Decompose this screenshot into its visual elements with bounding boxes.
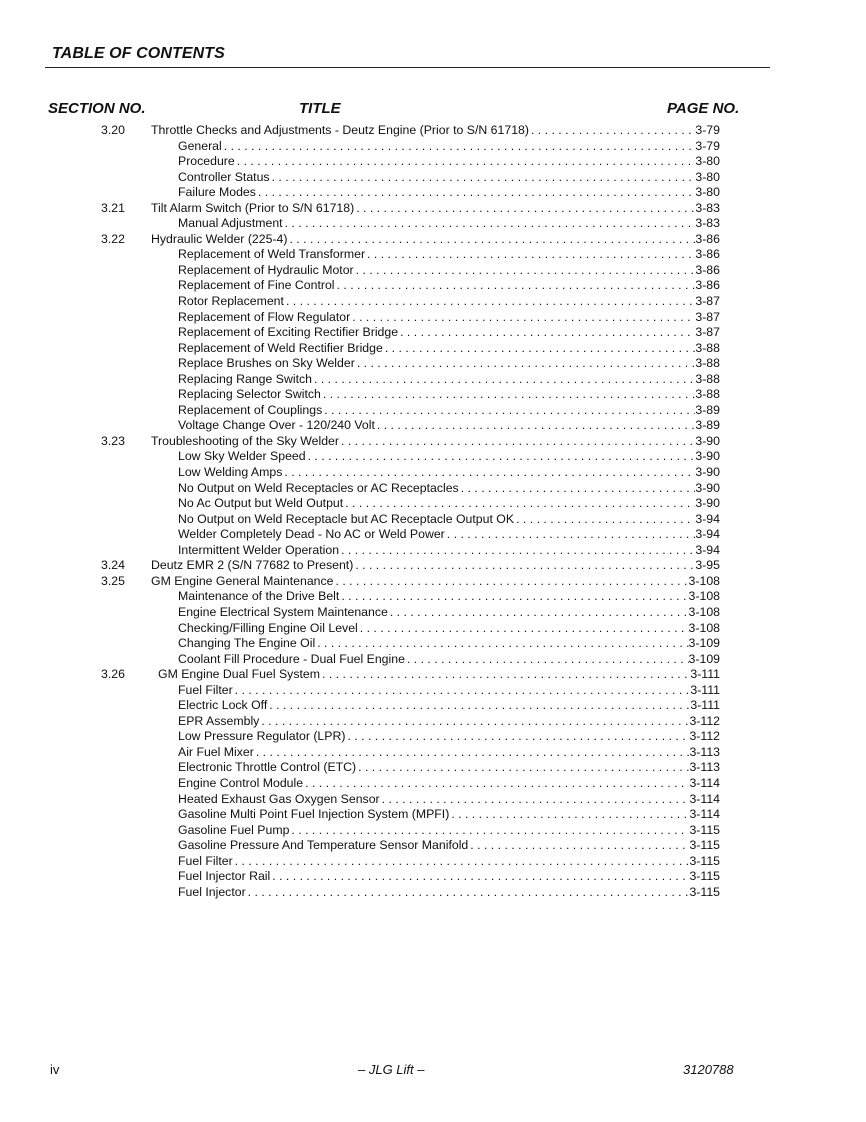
entry-title: Replacement of Exciting Rectifier Bridge [178,325,399,340]
toc-line [151,201,720,217]
section-column-heading: SECTION NO. [48,100,146,117]
toc-line [178,294,720,310]
entry-page-number: 3-115 [689,884,720,899]
toc-subentry[interactable] [0,543,866,559]
entry-title: Replacing Range Switch [178,371,312,386]
toc-line [178,543,720,559]
toc-subentry[interactable] [0,139,866,155]
toc-subentry[interactable] [0,589,866,605]
toc-subentry[interactable] [0,496,866,512]
toc-line [178,185,720,201]
dot-leader [315,636,688,652]
dot-leader [345,729,689,745]
toc-subentry[interactable] [0,527,866,543]
toc-line [178,745,720,761]
toc-subentry[interactable] [0,170,866,186]
toc-line [151,123,720,139]
title-column-heading: TITLE [299,100,341,117]
toc-subentry[interactable] [0,465,866,481]
entry-page-number: 3-112 [689,729,720,744]
dot-leader [468,838,689,854]
toc-subentry[interactable] [0,792,866,808]
toc-subentry[interactable] [0,652,866,668]
toc-line [178,216,720,232]
entry-title: Low Welding Amps [178,465,283,480]
toc-subentry[interactable] [0,418,866,434]
dot-leader [358,621,689,637]
toc-line [178,325,720,341]
entry-title: Rotor Replacement [178,294,284,309]
entry-page-number: 3-114 [689,791,720,806]
dot-leader [284,294,695,310]
entry-page-number: 3-114 [689,775,720,790]
toc-subentry[interactable] [0,854,866,870]
entry-page-number: 3-115 [689,853,720,868]
toc-line [178,481,720,497]
entry-title: Replacement of Weld Rectifier Bridge [178,340,383,355]
dot-leader [282,465,695,481]
entry-page-number: 3-88 [695,340,720,355]
entry-page-number: 3-80 [695,169,720,184]
toc-line [158,667,720,683]
entry-page-number: 3-80 [695,154,720,169]
entry-page-number: 3-111 [690,698,720,713]
entry-title: EPR Assembly [178,713,260,728]
toc-subentry[interactable] [0,698,866,714]
dot-leader [235,154,696,170]
entry-page-number: 3-80 [695,185,720,200]
entry-page-number: 3-109 [688,651,720,666]
dot-leader [322,403,695,419]
entry-title: Coolant Fill Procedure - Dual Fuel Engine [178,651,405,666]
dot-leader [233,854,690,870]
entry-title: Replacement of Weld Transformer [178,247,366,262]
entry-page-number: 3-114 [689,807,720,822]
toc-line [178,403,720,419]
toc-line [178,807,720,823]
toc-subentry[interactable] [0,885,866,901]
toc-subentry[interactable] [0,216,866,232]
entry-title: Procedure [178,154,235,169]
toc-line [178,854,720,870]
dot-leader [383,341,696,357]
toc-line [178,605,720,621]
entry-title: Air Fuel Mixer [178,744,254,759]
entry-title: Gasoline Pressure And Temperature Sensor Manifold [178,838,469,853]
entry-title: Troubleshooting of the Sky Welder [151,433,339,448]
dot-leader [270,170,696,186]
toc-section-entry[interactable] [0,558,866,574]
toc-line [178,341,720,357]
toc-line [178,589,720,605]
footer-brand: – JLG Lift – [358,1062,425,1077]
toc-line [178,683,720,699]
dot-leader [380,792,690,808]
toc-line [178,465,720,481]
toc-line [151,434,720,450]
entry-title: No Output on Weld Receptacle but AC Receptacle Output OK [178,511,515,526]
entry-page-number: 3-112 [689,713,720,728]
entry-page-number: 3-87 [695,294,720,309]
dot-leader [339,543,695,559]
section-number: 3.26 [101,667,125,682]
entry-page-number: 3-88 [695,371,720,386]
entry-title: Gasoline Multi Point Fuel Injection System (MPFI) [178,807,450,822]
dot-leader [449,807,689,823]
dot-leader [529,123,695,139]
toc-line [178,263,720,279]
toc-line [178,729,720,745]
entry-title: Replace Brushes on Sky Welder [178,356,355,371]
dot-leader [306,449,696,465]
dot-leader [256,185,695,201]
toc-subentry[interactable] [0,760,866,776]
toc-section-entry[interactable] [0,667,866,683]
section-number: 3.20 [101,123,125,137]
entry-title: No Ac Output but Weld Output [178,496,344,511]
toc-line [178,760,720,776]
toc-subentry[interactable] [0,605,866,621]
dot-leader [334,574,689,590]
entry-page-number: 3-115 [689,869,720,884]
toc-subentry[interactable] [0,729,866,745]
entry-title: Deutz EMR 2 (S/N 77682 to Present) [151,558,354,573]
toc-subentry[interactable] [0,247,866,263]
entry-title: Replacement of Flow Regulator [178,309,351,324]
dot-leader [287,232,695,248]
entry-page-number: 3-83 [695,200,720,215]
entry-page-number: 3-90 [695,496,720,511]
entry-page-number: 3-109 [688,636,720,651]
entry-page-number: 3-108 [688,620,720,635]
toc-subentry[interactable] [0,310,866,326]
entry-title: Controller Status [178,169,270,184]
dot-leader [246,885,690,901]
entry-title: Changing The Engine Oil [178,636,316,651]
dot-leader [388,605,689,621]
entry-title: Replacing Selector Switch [178,387,321,402]
toc-subentry[interactable] [0,278,866,294]
toc-line [151,558,720,574]
entry-page-number: 3-89 [695,418,720,433]
dot-leader [233,683,691,699]
dot-leader [459,481,696,497]
dot-leader [350,310,695,326]
dot-leader [339,589,688,605]
toc-subentry[interactable] [0,714,866,730]
toc-subentry[interactable] [0,387,866,403]
entry-title: Hydraulic Welder (225-4) [151,231,288,246]
dot-leader [222,139,696,155]
toc-subentry[interactable] [0,449,866,465]
dot-leader [375,418,695,434]
entry-page-number: 3-94 [695,511,720,526]
entry-page-number: 3-111 [690,667,720,682]
entry-title: Replacement of Fine Control [178,278,335,293]
entry-page-number: 3-86 [695,231,720,246]
entry-title: Voltage Change Over - 120/240 Volt [178,418,375,433]
toc-subentry[interactable] [0,294,866,310]
toc-subentry[interactable] [0,481,866,497]
toc-subentry[interactable] [0,325,866,341]
toc-subentry[interactable] [0,263,866,279]
dot-leader [343,496,695,512]
toc-subentry[interactable] [0,823,866,839]
dot-leader [254,745,690,761]
toc-subentry[interactable] [0,636,866,652]
toc-line [178,698,720,714]
entry-title: Low Sky Welder Speed [178,449,306,464]
entry-title: No Output on Weld Receptacles or AC Receptacles [178,480,459,495]
entry-page-number: 3-115 [689,838,720,853]
entry-page-number: 3-108 [688,589,720,604]
toc-line [178,418,720,434]
dot-leader [405,652,689,668]
entry-title: Maintenance of the Drive Belt [178,589,340,604]
entry-title: Checking/Filling Engine Oil Level [178,620,358,635]
toc-line [178,278,720,294]
entry-title: Electric Lock Off [178,698,268,713]
toc-section-entry[interactable] [0,201,866,217]
entry-page-number: 3-90 [695,433,720,448]
entry-page-number: 3-89 [695,402,720,417]
toc-subentry[interactable] [0,807,866,823]
entry-page-number: 3-79 [695,138,720,153]
dot-leader [398,325,695,341]
toc-line [178,714,720,730]
toc-line [178,247,720,263]
entry-page-number: 3-87 [695,309,720,324]
entry-page-number: 3-94 [695,542,720,557]
toc-line [178,372,720,388]
toc-line [178,621,720,637]
entry-title: Electronic Throttle Control (ETC) [178,760,357,775]
toc-line [178,885,720,901]
entry-title: Fuel Injector [178,884,246,899]
toc-subentry[interactable] [0,372,866,388]
toc-line [178,496,720,512]
toc-line [178,838,720,854]
toc-subentry[interactable] [0,683,866,699]
toc-line [178,869,720,885]
toc-line [178,652,720,668]
page-title: TABLE OF CONTENTS [52,45,225,62]
entry-title: Fuel Filter [178,682,233,697]
entry-title: Manual Adjustment [178,216,283,231]
entry-page-number: 3-90 [695,480,720,495]
entry-page-number: 3-86 [695,278,720,293]
entry-title: Gasoline Fuel Pump [178,822,290,837]
section-number: 3.21 [101,200,125,215]
toc-line [178,139,720,155]
entry-page-number: 3-94 [695,527,720,542]
toc-subentry[interactable] [0,745,866,761]
toc-line [178,823,720,839]
toc-line [178,170,720,186]
dot-leader [267,698,690,714]
toc-line [178,154,720,170]
page-column-heading: PAGE NO. [667,100,740,117]
section-number: 3.24 [101,558,125,573]
toc-subentry[interactable] [0,512,866,528]
entry-title: Failure Modes [178,185,256,200]
entry-page-number: 3-108 [688,573,720,588]
entry-title: GM Engine General Maintenance [151,573,334,588]
header-divider [45,67,770,68]
entry-title: Intermittent Welder Operation [178,542,340,557]
entry-page-number: 3-88 [695,356,720,371]
dot-leader [355,356,696,372]
toc-line [178,356,720,372]
toc-subentry[interactable] [0,356,866,372]
entry-page-number: 3-86 [695,262,720,277]
toc-subentry[interactable] [0,154,866,170]
entry-title: Engine Control Module [178,775,304,790]
entry-page-number: 3-86 [695,247,720,262]
entry-page-number: 3-113 [689,760,720,775]
entry-title: Fuel Filter [178,853,233,868]
entry-page-number: 3-90 [695,465,720,480]
dot-leader [514,512,695,528]
entry-page-number: 3-88 [695,387,720,402]
dot-leader [303,776,689,792]
entry-title: Engine Electrical System Maintenance [178,604,388,619]
toc-line [151,232,720,248]
toc-line [178,449,720,465]
entry-page-number: 3-115 [689,822,720,837]
entry-title: Replacement of Couplings [178,402,323,417]
toc-list [0,123,866,900]
section-number: 3.25 [101,573,125,588]
entry-page-number: 3-95 [695,558,720,573]
toc-subentry[interactable] [0,776,866,792]
entry-title: Throttle Checks and Adjustments - Deutz Engine (Prior to S/N 61718) [151,123,529,137]
dot-leader [283,216,696,232]
dot-leader [320,667,690,683]
toc-line [178,792,720,808]
dot-leader [353,558,695,574]
entry-title: Fuel Injector Rail [178,869,271,884]
toc-subentry[interactable] [0,185,866,201]
toc-subentry[interactable] [0,403,866,419]
dot-leader [354,201,695,217]
dot-leader [356,760,689,776]
section-number: 3.23 [101,433,125,448]
dot-leader [270,869,689,885]
document-number: 3120788 [683,1062,734,1077]
toc-line [178,636,720,652]
entry-page-number: 3-87 [695,325,720,340]
toc-section-entry[interactable] [0,232,866,248]
entry-title: GM Engine Dual Fuel System [158,667,320,682]
entry-title: Tilt Alarm Switch (Prior to S/N 61718) [151,200,355,215]
entry-page-number: 3-79 [695,123,720,137]
entry-page-number: 3-108 [688,604,720,619]
dot-leader [339,434,695,450]
section-number: 3.22 [101,231,125,246]
toc-subentry[interactable] [0,838,866,854]
dot-leader [365,247,695,263]
toc-line [178,387,720,403]
toc-subentry[interactable] [0,621,866,637]
toc-section-entry[interactable] [0,123,866,139]
entry-title: Replacement of Hydraulic Motor [178,262,354,277]
entry-title: Heated Exhaust Gas Oxygen Sensor [178,791,380,806]
toc-line [178,776,720,792]
entry-title: General [178,138,222,153]
dot-leader [354,263,696,279]
entry-page-number: 3-113 [689,744,720,759]
dot-leader [312,372,695,388]
entry-title: Low Pressure Regulator (LPR) [178,729,346,744]
toc-section-entry[interactable] [0,434,866,450]
toc-line [178,512,720,528]
entry-page-number: 3-111 [690,682,720,697]
dot-leader [259,714,689,730]
toc-section-entry[interactable] [0,574,866,590]
dot-leader [321,387,696,403]
dot-leader [445,527,696,543]
toc-line [151,574,720,590]
entry-page-number: 3-83 [695,216,720,231]
dot-leader [335,278,696,294]
page-number: iv [50,1062,60,1077]
dot-leader [289,823,689,839]
toc-subentry[interactable] [0,341,866,357]
entry-title: Welder Completely Dead - No AC or Weld Power [178,527,445,542]
toc-subentry[interactable] [0,869,866,885]
toc-line [178,310,720,326]
toc-line [178,527,720,543]
entry-page-number: 3-90 [695,449,720,464]
